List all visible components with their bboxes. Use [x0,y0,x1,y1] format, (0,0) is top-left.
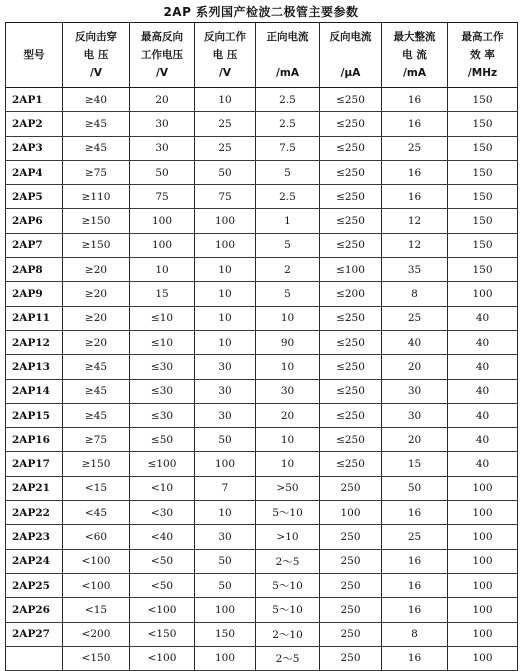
header-row [6,23,518,88]
cell-reverse-current: 250 [320,622,382,646]
cell-max-reverse-voltage: ≤10 [130,330,195,354]
cell-max-reverse-voltage: ≤100 [130,452,195,476]
cell-max-rectified-current: 16 [382,573,448,597]
cell-model: 2AP11 [6,306,63,330]
table-row [6,136,518,160]
cell-forward-current: 2～5 [256,646,320,670]
cell-forward-current: 10 [256,452,320,476]
table-row [6,476,518,500]
header-line: 最高反向 [141,31,183,43]
cell-max-frequency: 40 [448,379,518,403]
table-row [6,549,518,573]
cell-reverse-current: ≤250 [320,306,382,330]
cell-breakdown-voltage: ≥20 [63,330,130,354]
cell-max-reverse-voltage: ≤50 [130,428,195,452]
diode-parameters-table [5,22,518,671]
cell-breakdown-voltage: <100 [63,573,130,597]
cell-max-reverse-voltage: <40 [130,525,195,549]
cell-max-frequency: 40 [448,355,518,379]
cell-breakdown-voltage: ≥45 [63,403,130,427]
cell-max-rectified-current: 30 [382,403,448,427]
cell-reverse-working-voltage: 7 [195,476,256,500]
table-row [6,622,518,646]
col-header-reverse-current [320,23,382,88]
col-header-max-reverse-working-voltage [130,23,195,88]
header-line: 最高工作 [461,31,504,43]
cell-max-rectified-current: 25 [382,306,448,330]
cell-breakdown-voltage: ≥20 [63,282,130,306]
table-title: 2AP 系列国产检波二极管主要参数 [163,5,359,19]
cell-model: 2AP4 [6,160,63,184]
cell-max-reverse-voltage: <150 [130,622,195,646]
cell-reverse-current: 250 [320,525,382,549]
header-line: 反向工作 [204,31,246,43]
cell-max-frequency: 40 [448,428,518,452]
header-line: /mA [403,67,426,79]
cell-breakdown-voltage: <150 [63,646,130,670]
cell-max-rectified-current: 12 [382,209,448,233]
header-line [256,46,319,64]
cell-forward-current: 7.5 [256,136,320,160]
cell-model [6,646,63,670]
cell-reverse-working-voltage: 25 [195,112,256,136]
table-row [6,573,518,597]
cell-max-reverse-voltage: 100 [130,233,195,257]
cell-model: 2AP16 [6,428,63,452]
cell-max-rectified-current: 16 [382,160,448,184]
cell-max-rectified-current: 16 [382,88,448,112]
table-row [6,160,518,184]
header-line: 反向击穿 [75,31,117,43]
cell-forward-current: 10 [256,428,320,452]
cell-max-reverse-voltage: 30 [130,136,195,160]
cell-max-frequency: 150 [448,136,518,160]
cell-max-frequency: 150 [448,185,518,209]
cell-forward-current: 90 [256,330,320,354]
cell-breakdown-voltage: <200 [63,622,130,646]
cell-reverse-current: 250 [320,646,382,670]
header-line: /V [90,67,102,79]
cell-max-frequency: 40 [448,403,518,427]
table-row [6,209,518,233]
cell-forward-current: 5 [256,160,320,184]
cell-forward-current: >50 [256,476,320,500]
cell-breakdown-voltage: ≥150 [63,452,130,476]
cell-reverse-working-voltage: 100 [195,233,256,257]
cell-reverse-working-voltage: 30 [195,355,256,379]
cell-max-frequency: 150 [448,112,518,136]
cell-forward-current: 5～10 [256,598,320,622]
cell-max-frequency: 150 [448,209,518,233]
cell-max-rectified-current: 12 [382,233,448,257]
cell-max-frequency: 100 [448,573,518,597]
cell-max-frequency: 150 [448,258,518,282]
cell-max-rectified-current: 15 [382,452,448,476]
table-row [6,525,518,549]
table-row [6,306,518,330]
cell-reverse-current: 250 [320,549,382,573]
cell-max-reverse-voltage: <100 [130,598,195,622]
cell-breakdown-voltage: <100 [63,549,130,573]
header-line: /V [219,67,231,79]
col-header-forward-current [256,23,320,88]
cell-reverse-working-voltage: 30 [195,403,256,427]
cell-model: 2AP23 [6,525,63,549]
cell-max-frequency: 100 [448,549,518,573]
cell-reverse-working-voltage: 30 [195,525,256,549]
cell-reverse-current: ≤250 [320,355,382,379]
table-row [6,428,518,452]
cell-model: 2AP15 [6,403,63,427]
cell-forward-current: 2.5 [256,88,320,112]
cell-max-frequency: 150 [448,233,518,257]
cell-reverse-current: ≤250 [320,88,382,112]
cell-reverse-working-voltage: 10 [195,501,256,525]
cell-breakdown-voltage: ≥150 [63,233,130,257]
cell-forward-current: 5 [256,233,320,257]
cell-forward-current: 2～10 [256,622,320,646]
cell-max-rectified-current: 16 [382,185,448,209]
cell-forward-current: 20 [256,403,320,427]
cell-reverse-working-voltage: 50 [195,549,256,573]
cell-max-frequency: 40 [448,452,518,476]
cell-forward-current: 1 [256,209,320,233]
table-row [6,379,518,403]
cell-reverse-current: ≤100 [320,258,382,282]
cell-max-reverse-voltage: 20 [130,88,195,112]
cell-max-reverse-voltage: <10 [130,476,195,500]
cell-max-frequency: 100 [448,598,518,622]
cell-max-frequency: 100 [448,501,518,525]
header-line [320,46,381,64]
table-row [6,501,518,525]
header-line: 型号 [23,49,45,61]
cell-model: 2AP13 [6,355,63,379]
cell-max-reverse-voltage: 75 [130,185,195,209]
cell-max-rectified-current: 40 [382,330,448,354]
cell-max-reverse-voltage: 30 [130,112,195,136]
cell-max-rectified-current: 16 [382,112,448,136]
cell-reverse-current: 250 [320,476,382,500]
cell-reverse-current: ≤250 [320,330,382,354]
cell-reverse-current: ≤250 [320,112,382,136]
cell-reverse-working-voltage: 100 [195,452,256,476]
table-row [6,598,518,622]
cell-reverse-working-voltage: 50 [195,428,256,452]
cell-forward-current: 2.5 [256,112,320,136]
cell-reverse-working-voltage: 10 [195,88,256,112]
col-header-breakdown-voltage [63,23,130,88]
cell-max-rectified-current: 20 [382,355,448,379]
cell-max-rectified-current: 16 [382,598,448,622]
cell-max-reverse-voltage: ≤30 [130,355,195,379]
cell-reverse-current: ≤200 [320,282,382,306]
header-line: /μA [340,67,361,79]
cell-max-reverse-voltage: <100 [130,646,195,670]
cell-reverse-current: ≤250 [320,209,382,233]
cell-max-frequency: 150 [448,88,518,112]
cell-model: 2AP14 [6,379,63,403]
cell-model: 2AP26 [6,598,63,622]
cell-reverse-current: ≤250 [320,233,382,257]
cell-model: 2AP8 [6,258,63,282]
cell-max-frequency: 40 [448,306,518,330]
cell-model: 2AP2 [6,112,63,136]
cell-max-reverse-voltage: <30 [130,501,195,525]
cell-reverse-current: ≤250 [320,403,382,427]
cell-model: 2AP27 [6,622,63,646]
cell-reverse-current: ≤250 [320,136,382,160]
cell-max-frequency: 150 [448,160,518,184]
header-line: 电 流 [402,49,427,61]
cell-forward-current: 2 [256,258,320,282]
table-row [6,233,518,257]
cell-max-frequency: 100 [448,622,518,646]
cell-reverse-working-voltage: 10 [195,306,256,330]
col-header-max-rectified-current [382,23,448,88]
cell-max-frequency: 40 [448,330,518,354]
cell-max-reverse-voltage: 50 [130,160,195,184]
table-row [6,88,518,112]
cell-reverse-working-voltage: 150 [195,622,256,646]
header-line: 反向电流 [329,31,372,43]
cell-max-reverse-voltage: ≤30 [130,403,195,427]
cell-model: 2AP22 [6,501,63,525]
cell-reverse-working-voltage: 10 [195,258,256,282]
col-header-max-working-frequency [448,23,518,88]
table-row [6,282,518,306]
cell-breakdown-voltage: ≥75 [63,428,130,452]
table-body [6,88,518,671]
cell-forward-current: 10 [256,355,320,379]
cell-breakdown-voltage: ≥20 [63,306,130,330]
header-line: /V [156,67,168,79]
table-row [6,646,518,670]
cell-model: 2AP12 [6,330,63,354]
cell-max-rectified-current: 16 [382,646,448,670]
cell-model: 2AP24 [6,549,63,573]
cell-breakdown-voltage: ≥45 [63,379,130,403]
cell-breakdown-voltage: ≥45 [63,112,130,136]
cell-reverse-current: ≤250 [320,160,382,184]
col-header-model [6,23,63,88]
cell-breakdown-voltage: ≥150 [63,209,130,233]
table-row [6,452,518,476]
table-row [6,403,518,427]
cell-max-rectified-current: 35 [382,258,448,282]
cell-max-reverse-voltage: 10 [130,258,195,282]
cell-max-rectified-current: 25 [382,525,448,549]
cell-reverse-working-voltage: 25 [195,136,256,160]
cell-max-rectified-current: 8 [382,282,448,306]
header-line: /MHz [467,67,498,79]
cell-breakdown-voltage: ≥45 [63,355,130,379]
cell-breakdown-voltage: <15 [63,476,130,500]
cell-forward-current: 5 [256,282,320,306]
header-line: 电 压 [212,49,238,61]
cell-reverse-working-voltage: 100 [195,209,256,233]
table-row [6,355,518,379]
cell-forward-current: 2.5 [256,185,320,209]
cell-model: 2AP7 [6,233,63,257]
table-row [6,112,518,136]
cell-max-rectified-current: 20 [382,428,448,452]
cell-max-rectified-current: 16 [382,501,448,525]
cell-max-reverse-voltage: 100 [130,209,195,233]
cell-max-reverse-voltage: ≤30 [130,379,195,403]
cell-forward-current: 10 [256,306,320,330]
cell-reverse-current: ≤250 [320,428,382,452]
cell-reverse-current: ≤250 [320,452,382,476]
cell-forward-current: 2～5 [256,549,320,573]
cell-reverse-working-voltage: 75 [195,185,256,209]
header-line: 最大整流 [393,31,436,43]
cell-reverse-working-voltage: 100 [195,646,256,670]
header-line: 正向电流 [266,31,309,43]
cell-reverse-working-voltage: 50 [195,160,256,184]
cell-reverse-working-voltage: 10 [195,330,256,354]
cell-max-reverse-voltage: ≤10 [130,306,195,330]
cell-max-rectified-current: 16 [382,549,448,573]
cell-reverse-working-voltage: 100 [195,598,256,622]
cell-reverse-current: 250 [320,598,382,622]
table-row [6,258,518,282]
cell-reverse-current: 100 [320,501,382,525]
cell-model: 2AP3 [6,136,63,160]
cell-forward-current: 5～10 [256,573,320,597]
cell-breakdown-voltage: <45 [63,501,130,525]
cell-reverse-working-voltage: 30 [195,379,256,403]
header-line: 效 率 [470,49,495,61]
cell-breakdown-voltage: <15 [63,598,130,622]
cell-reverse-current: ≤250 [320,379,382,403]
cell-reverse-working-voltage: 10 [195,282,256,306]
cell-breakdown-voltage: ≥110 [63,185,130,209]
cell-reverse-working-voltage: 50 [195,573,256,597]
cell-forward-current: 5～10 [256,501,320,525]
cell-model: 2AP17 [6,452,63,476]
cell-max-rectified-current: 50 [382,476,448,500]
cell-max-rectified-current: 25 [382,136,448,160]
cell-model: 2AP5 [6,185,63,209]
header-line: /mA [276,67,299,79]
cell-reverse-current: 250 [320,573,382,597]
cell-breakdown-voltage: ≥75 [63,160,130,184]
table-row [6,185,518,209]
cell-max-rectified-current: 30 [382,379,448,403]
cell-model: 2AP21 [6,476,63,500]
cell-model: 2AP25 [6,573,63,597]
cell-max-frequency: 100 [448,282,518,306]
cell-model: 2AP6 [6,209,63,233]
cell-model: 2AP1 [6,88,63,112]
cell-max-reverse-voltage: <50 [130,549,195,573]
cell-breakdown-voltage: ≥45 [63,136,130,160]
cell-reverse-current: ≤250 [320,185,382,209]
cell-max-reverse-voltage: 15 [130,282,195,306]
cell-breakdown-voltage: ≥20 [63,258,130,282]
col-header-reverse-working-voltage [195,23,256,88]
cell-max-frequency: 100 [448,476,518,500]
cell-model: 2AP9 [6,282,63,306]
cell-max-frequency: 100 [448,646,518,670]
cell-max-reverse-voltage: <50 [130,573,195,597]
cell-forward-current: >10 [256,525,320,549]
header-line: 工作电压 [141,49,183,61]
cell-max-frequency: 100 [448,525,518,549]
table-row [6,330,518,354]
cell-max-rectified-current: 8 [382,622,448,646]
cell-breakdown-voltage: <60 [63,525,130,549]
cell-forward-current: 30 [256,379,320,403]
cell-breakdown-voltage: ≥40 [63,88,130,112]
header-line: 电 压 [83,49,109,61]
